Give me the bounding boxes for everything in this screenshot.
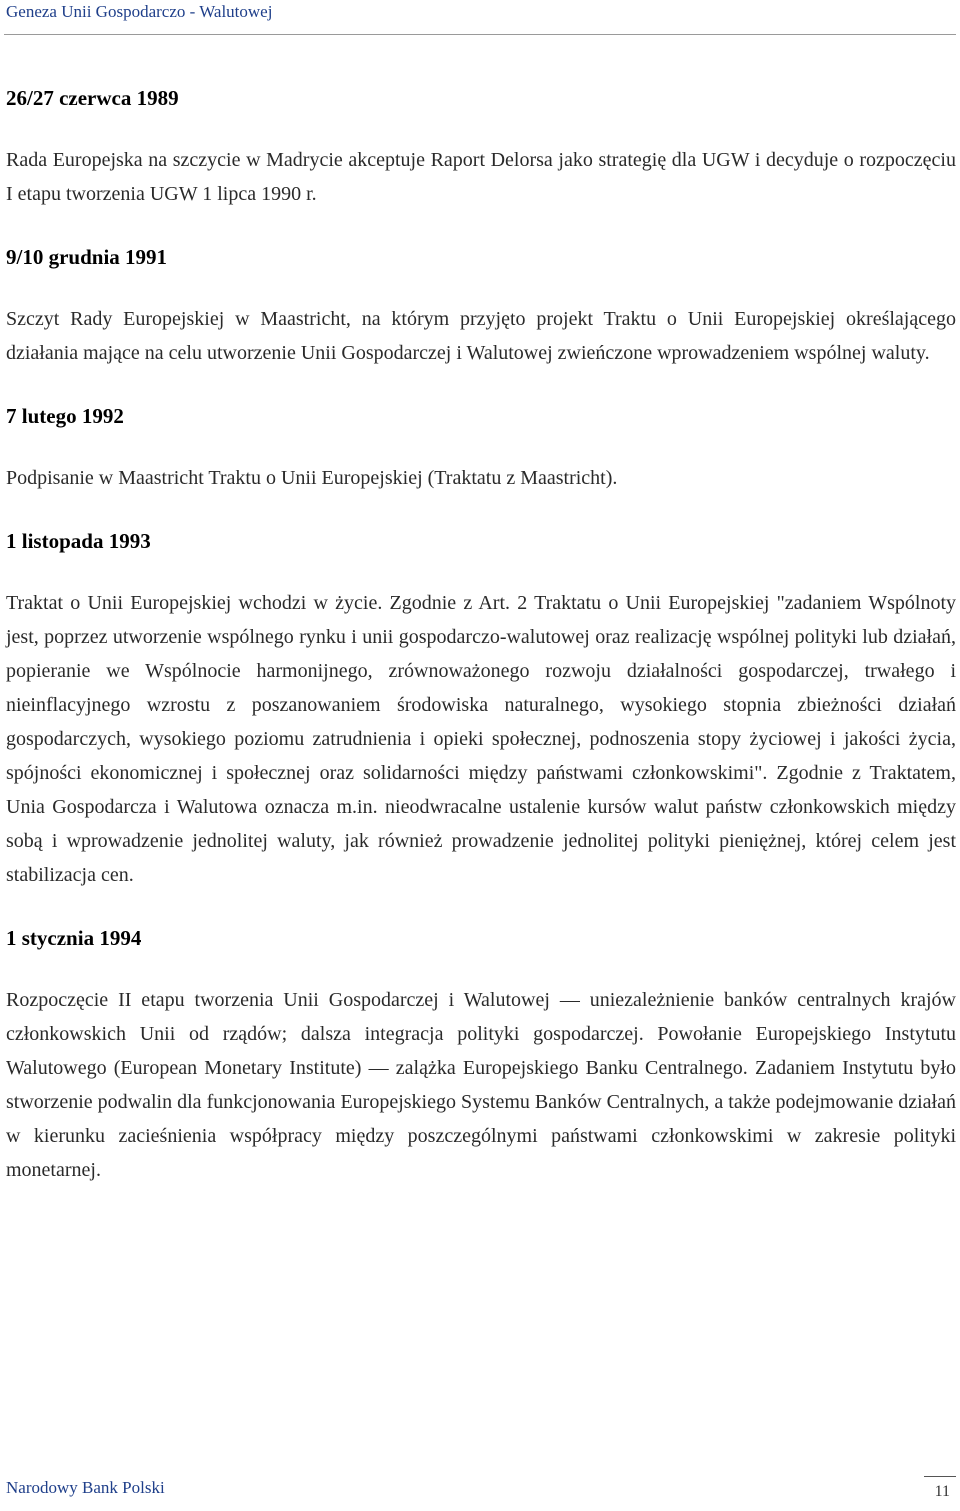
footer-publisher: Narodowy Bank Polski [6,1478,165,1497]
entry-text: Rada Europejska na szczycie w Madrycie akceptuje Raport Delorsa jako strategię dla UGW i decyduje o rozpoczęciu I etapu tworzenia UGW 1 lipca 1990 r. [6,149,956,205]
running-header-title: Geneza Unii Gospodarczo - Walutowej [6,2,273,21]
entry-date: 1 listopada 1993 [6,529,151,553]
entry-date: 26/27 czerwca 1989 [6,86,179,110]
entry-date: 1 stycznia 1994 [6,926,142,950]
page-number-box [924,1476,956,1509]
entry-text: Szczyt Rady Europejskiej w Maastricht, na którym przyjęto projekt Traktu o Unii Europejskiej określającego działania mające na celu utworzenie Unii Gospodarczej i Walutowej zwieńczone wprowadzeniem wspólnej waluty. [6,308,956,364]
timeline-entry [6,83,956,211]
timeline-entry [6,526,956,892]
timeline-content [6,83,956,1187]
entry-date: 9/10 grudnia 1991 [6,245,168,269]
page-number: 11 [934,1483,950,1500]
header-divider [4,34,956,35]
entry-date: 7 lutego 1992 [6,404,124,428]
timeline-entry [6,401,956,495]
entry-text: Rozpoczęcie II etapu tworzenia Unii Gospodarczej i Walutowej — uniezależnienie banków centralnych krajów członkowskich Unii od rządów; dalsza integracja polityki gospodarczej. Powołanie Europejskiego Instytutu Walutowego (European Monetary Institute) — zalążka Europejskiego Banku Centralnego. Zadaniem Instytutu było stworzenie podwalin dla funkcjonowania Europejskiego Systemu Banków Centralnych, a także podejmowanie działań w kierunku zacieśnienia współpracy między poszczególnymi państwami członkowskimi w zakresie polityki monetarnej. [6,989,956,1181]
entry-text: Podpisanie w Maastricht Traktu o Unii Europejskiej (Traktatu z Maastricht). [6,467,618,489]
entry-text: Traktat o Unii Europejskiej wchodzi w życie. Zgodnie z Art. 2 Traktatu o Unii Europejskiej "zadaniem Wspólnoty jest, poprzez utworzenie wspólnego rynku i unii gospodarczo-walutowej oraz realizację wspólnej polityki lub działań, popieranie we Wspólnocie harmonijnego, zrównoważonego rozwoju działalności gospodarczej, trwałego i nieinflacyjnego wzrostu z poszanowaniem środowiska naturalnego, wysokiego stopnia zbieżności działań gospodarczych, wysokiego poziomu zatrudnienia i opieki społecznej, podnoszenia stopy życiowej i jakości życia, spójności ekonomicznej i społecznej oraz solidarności między państwami członkowskimi". Zgodnie z Traktatem, Unia Gospodarcza i Walutowa oznacza m.in. nieodwracalne ustalenie kursów walut państw członkowskich między sobą i wprowadzenie jednolitej waluty, jak również prowadzenie jednolitej polityki pieniężnej, której celem jest stabilizacja cen. [6,592,956,886]
timeline-entry [6,242,956,370]
timeline-entry [6,923,956,1187]
